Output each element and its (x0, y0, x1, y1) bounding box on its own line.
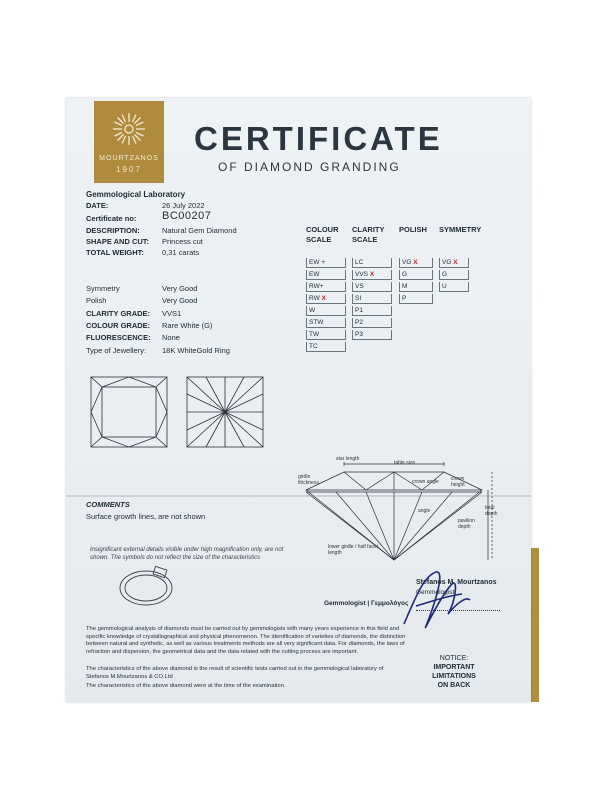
clarity-scale-column (352, 258, 392, 342)
symmetry-value: Very Good (162, 284, 198, 293)
clarity-grade-label: CLARITY GRADE: (86, 309, 151, 318)
colour-cell: W (306, 306, 346, 316)
weight-value: 0,31 carats (162, 248, 200, 257)
colour-cell: STW (306, 318, 346, 328)
lower-girdle-label: lower girdle / half facet length (328, 544, 379, 556)
polish-column (399, 258, 433, 306)
weight-label: TOTAL WEIGHT: (86, 248, 144, 257)
pavilion-depth-label: pavilion depth (458, 518, 475, 530)
magnification-note: Insignificant external details visible under high magnification only, are not shown. The symbols do not reflect the size of the characteristics (90, 547, 284, 561)
certificate-document (66, 98, 531, 702)
crown-angle-label: crown angle (412, 479, 439, 485)
comments-text: Surface growth lines, are not shown (86, 512, 206, 521)
polish-label: Polish (86, 296, 107, 305)
table-size-label: table size (394, 460, 416, 466)
grade-mark: X (369, 271, 375, 278)
date-label: DATE: (86, 201, 109, 210)
clarity-grade-value: VVS1 (162, 309, 182, 318)
logo-name: MOURTZANOS (99, 155, 159, 162)
brand-logo (94, 101, 164, 183)
polish-header: POLISH (399, 225, 427, 234)
jewellery-type-label: Type of Jewellery: (86, 346, 147, 355)
colour-grade-label: COLOUR GRADE: (86, 321, 151, 330)
notice-line-3: ON BACK (437, 682, 471, 689)
symmetry-column (439, 258, 469, 294)
crown-height-label: crown height (451, 476, 465, 488)
logo-year: 1907 (116, 165, 142, 174)
fluorescence-value: None (162, 333, 180, 342)
date-value: 26 July 2022 (162, 201, 205, 210)
comments-heading: COMMENTS (86, 500, 130, 509)
symmetry-label: Symmetry (86, 284, 120, 293)
clarity-cell: P1 (352, 306, 392, 316)
shape-value: Princess cut (162, 237, 203, 246)
symmetry-cell: U (439, 282, 469, 292)
girdle-thickness-label: girdle thickness (298, 474, 319, 486)
symmetry-cell-marked: VG X (439, 258, 469, 268)
clarity-cell: SI (352, 294, 392, 304)
polish-cell: P (399, 294, 433, 304)
colour-cell: EW (306, 270, 346, 280)
lab-title: Gemmological Laboratory (86, 190, 186, 199)
angle-label: angle (418, 508, 431, 514)
legal-paragraph-1: The gemmological analysis of diamonds must be carried out by gemmologists with many years experience in this field and specific knowledge of crystallographical and physical phenomenon. The identification of varieties of diamonds, the distinction between natural and synthetic, as well as various treatments methods are all very significant data. For diamonds, the laws of refraction and dispersion, the geometrical data and the data related with the cutting process are important. (86, 626, 406, 655)
sunburst-icon (111, 111, 147, 151)
clarity-cell-marked: VVS X (352, 270, 392, 280)
gold-edge (531, 548, 539, 702)
grade-mark: X (321, 295, 326, 302)
polish-value: Very Good (162, 296, 198, 305)
polish-cell: G (399, 270, 433, 280)
notice-line-1: NOTICE: (439, 655, 469, 662)
colour-cell: EW + (306, 258, 346, 268)
princess-cut-pavilion-view (186, 376, 264, 448)
colour-grade-value: Rare White (G) (162, 321, 213, 330)
clarity-cell: P2 (352, 318, 392, 328)
colour-cell-marked: RW X (306, 294, 346, 304)
clarity-cell: VS (352, 282, 392, 292)
certificate-title: CERTIFICATE (194, 120, 443, 157)
certificate-no-label: Certificate no: (86, 214, 137, 223)
legal-paragraph-2: The characteristics of the above diamond is the result of scientific tests carried out in the gemmological laboratory of Stefanos M.Mourtzanos & CO.Ltd (86, 666, 384, 680)
clarity-cell: P3 (352, 330, 392, 340)
colour-scale-column (306, 258, 346, 354)
total-depth-label: total depth (485, 505, 498, 517)
symmetry-cell: G (439, 270, 469, 280)
description-value: Natural Gem Diamond (162, 226, 237, 235)
princess-cut-top-view (90, 376, 168, 448)
signatory-name: Stefanos M. Mourtzanos (416, 579, 497, 586)
fluorescence-label: FLUORESCENCE: (86, 333, 151, 342)
certificate-subtitle: OF DIAMOND GRANDING (218, 160, 401, 174)
grade-mark: X (413, 259, 418, 266)
signature-label: Gemmologist | Γεμμολόγος (324, 600, 409, 607)
clarity-scale-header: CLARITY SCALE (352, 225, 385, 244)
colour-cell: TW (306, 330, 346, 340)
colour-cell: TC (306, 342, 346, 352)
shape-label: SHAPE AND CUT: (86, 237, 150, 246)
polish-cell: M (399, 282, 433, 292)
notice-block (412, 654, 496, 690)
polish-cell-marked: VG X (399, 258, 433, 268)
colour-cell: RW+ (306, 282, 346, 292)
grade-mark: X (453, 259, 458, 266)
certificate-no-value: BC00207 (162, 210, 212, 222)
jewellery-type-value: 18K WhiteGold Ring (162, 346, 230, 355)
legal-paragraph-3: The characteristics of the above diamond were at the time of the examination. (86, 683, 286, 689)
signatory-role: Gemmologist (416, 589, 455, 596)
clarity-cell: LC (352, 258, 392, 268)
notice-line-2: IMPORTANT LIMITATIONS (432, 664, 476, 680)
paper-fold (66, 495, 531, 497)
description-label: DESCRIPTION: (86, 226, 140, 235)
colour-scale-header: COLOUR SCALE (306, 225, 339, 244)
ring-sketch (116, 560, 186, 610)
symmetry-header: SYMMETRY (439, 225, 482, 234)
handwritten-signature (396, 566, 476, 638)
star-length-label: star length (336, 456, 360, 462)
